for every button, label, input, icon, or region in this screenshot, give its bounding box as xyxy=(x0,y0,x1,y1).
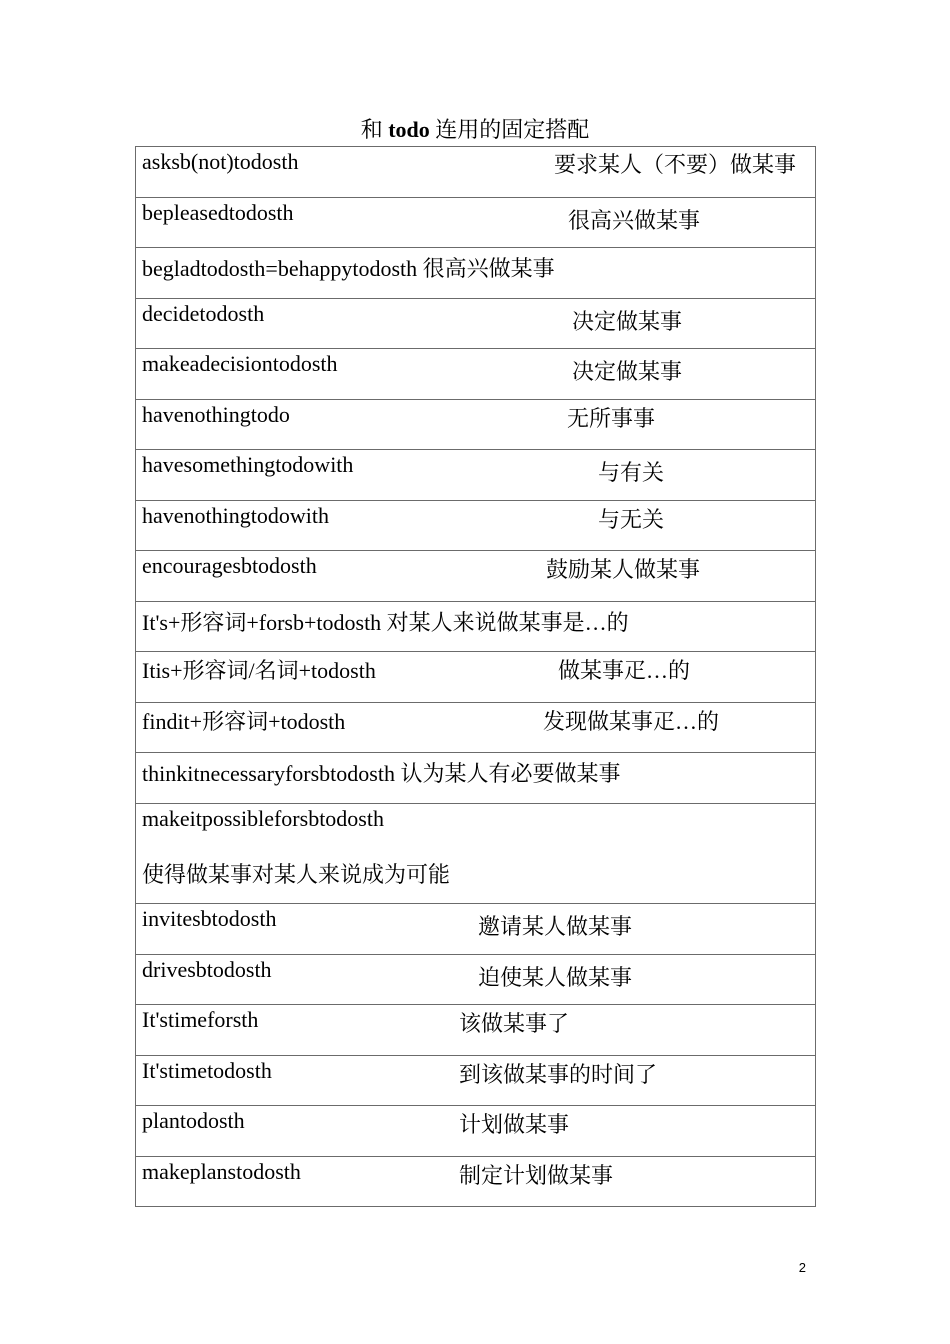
meaning: 鼓励某人做某事 xyxy=(546,557,701,582)
phrase: plantodosth xyxy=(142,1108,245,1133)
phrase: It'stimeforsth xyxy=(142,1007,259,1032)
meaning: 与无关 xyxy=(598,506,665,532)
table-row xyxy=(136,804,815,905)
phrase: havesomethingtodowith xyxy=(142,452,354,477)
meaning: 使得做某事对某人来说成为可能 xyxy=(142,861,451,887)
meaning: 计划做某事 xyxy=(459,1112,570,1137)
phrase: makeplanstodosth xyxy=(142,1158,301,1184)
meaning: 决定做某事 xyxy=(572,308,683,334)
table-row xyxy=(136,1056,815,1107)
title-bold: todo xyxy=(388,117,430,142)
table-row xyxy=(136,400,815,451)
phrase: drivesbtodosth xyxy=(142,956,272,982)
table-row xyxy=(136,753,815,804)
table-row xyxy=(136,1157,815,1208)
meaning: 决定做某事 xyxy=(572,359,683,384)
table-row xyxy=(136,1106,815,1157)
page-title xyxy=(0,114,950,146)
phrase: havenothingtodo xyxy=(142,401,290,427)
table-row xyxy=(136,955,815,1006)
phrase: Itis+形容词/名词+todosth xyxy=(142,658,376,683)
phrase: It'stimetodosth xyxy=(142,1057,272,1083)
title-prefix: 和 xyxy=(360,117,383,142)
phrase: havenothingtodowith xyxy=(142,502,329,528)
meaning: 与有关 xyxy=(598,460,665,485)
meaning: 迫使某人做某事 xyxy=(478,964,633,990)
phrase-full: It's+形容词+forsb+todosth 对某人来说做某事是…的 xyxy=(142,609,629,635)
table-row xyxy=(136,299,815,350)
phrase: makeadecisiontodosth xyxy=(142,351,338,376)
page-number: 2 xyxy=(798,1260,806,1275)
table-row xyxy=(136,551,815,602)
phrase: decidetodosth xyxy=(142,300,265,326)
phrase: invitesbtodosth xyxy=(142,906,277,931)
table-row xyxy=(136,904,815,955)
meaning: 邀请某人做某事 xyxy=(478,914,633,939)
table-row xyxy=(136,501,815,552)
meaning: 制定计划做某事 xyxy=(459,1162,614,1188)
meaning: 到该做某事的时间了 xyxy=(459,1061,658,1087)
table-row xyxy=(136,248,815,299)
phrase: makeitpossibleforsbtodosth xyxy=(142,805,384,831)
table-row xyxy=(136,147,815,198)
meaning: 无所事事 xyxy=(567,405,656,431)
phrase: bepleasedtodosth xyxy=(142,199,294,225)
meaning: 该做某事了 xyxy=(459,1011,570,1036)
table-row xyxy=(136,602,815,653)
phrase-table xyxy=(135,146,816,1207)
meaning: 要求某人（不要）做某事 xyxy=(554,152,797,177)
meaning: 很高兴做某事 xyxy=(568,207,701,233)
title-suffix: 连用的固定搭配 xyxy=(435,117,590,142)
table-row xyxy=(136,652,815,703)
phrase: asksb(not)todosth xyxy=(142,149,299,174)
meaning: 做某事疋…的 xyxy=(558,658,691,683)
phrase-full: thinkitnecessaryforsbtodosth 认为某人有必要做某事 xyxy=(142,761,621,786)
meaning: 发现做某事疋…的 xyxy=(543,708,720,734)
table-row xyxy=(136,450,815,501)
phrase: findit+形容词+todosth xyxy=(142,708,346,734)
phrase-full: begladtodosth=behappytodosth 很高兴做某事 xyxy=(142,256,555,281)
table-row xyxy=(136,1005,815,1056)
phrase: encouragesbtodosth xyxy=(142,553,317,578)
table-row xyxy=(136,349,815,400)
table-row xyxy=(136,198,815,249)
table-row xyxy=(136,703,815,754)
